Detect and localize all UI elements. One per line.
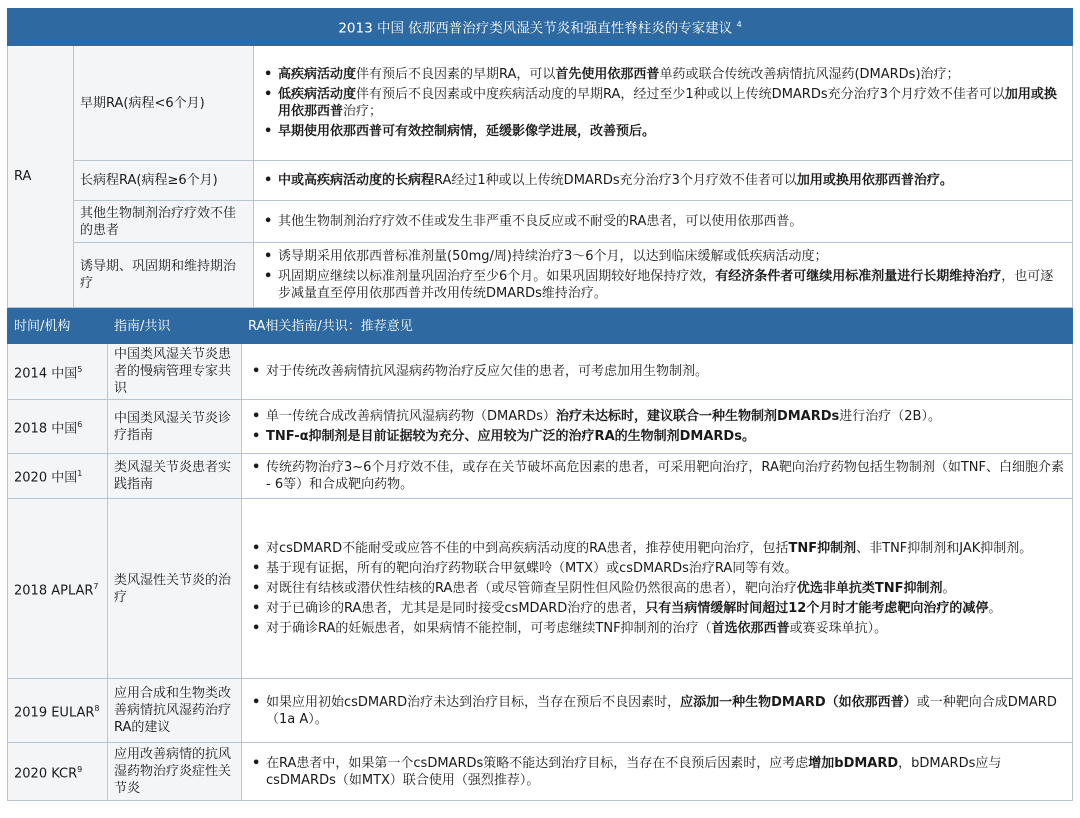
guideline-tables xyxy=(7,8,1073,801)
table-row xyxy=(8,679,1073,743)
table-row xyxy=(8,400,1073,454)
time-cell: 2018 中国$^6$ xyxy=(8,400,108,454)
bullet-list xyxy=(248,755,1066,789)
list-item: • 中或高疾病活动度的长病程RA经过1种或以上传统DMARDs充分治疗3个月疗效不佳者可以加用或换用依那西普治疗。 xyxy=(260,172,1066,189)
list-item: • 巩固期应继续以标准剂量巩固治疗至少6个月。如果巩固期较好地保持疗效，有经济条件者可继续用标准剂量进行长期维持治疗，也可逐步减量直至停用依那西普并改用传统DMARDs维持治疗。 xyxy=(260,268,1066,302)
bullet-list xyxy=(248,363,1066,380)
guide-cell: 中国类风湿关节炎诊疗指南 xyxy=(108,400,242,454)
time-cell: 2020 KCR$^9$ xyxy=(8,743,108,801)
recommendation-cell xyxy=(242,679,1073,743)
recommendation-cell xyxy=(242,454,1073,499)
recommendation-cell xyxy=(242,743,1073,801)
list-item: • 对于已确诊的RA患者，尤其是是同时接受csMDARD治疗的患者，只有当病情缓解时间超过12个月时才能考虑靶向治疗的减停。 xyxy=(248,600,1066,617)
recommendation-cell xyxy=(254,46,1073,161)
list-item: • 单一传统合成改善病情抗风湿病药物（DMARDs）治疗未达标时，建议联合一种生物制剂DMARDs进行治疗（2B）。 xyxy=(248,408,1066,425)
recommendation-cell xyxy=(242,344,1073,400)
bullet-list xyxy=(260,213,1066,230)
table-guidelines xyxy=(7,308,1073,801)
guide-cell: 类风湿关节炎患者实践指南 xyxy=(108,454,242,499)
recommendation-cell xyxy=(242,499,1073,679)
recommendation-cell xyxy=(254,161,1073,201)
time-cell: 2019 EULAR$^8$ xyxy=(8,679,108,743)
row-label: 诱导期、巩固期和维持期治疗 xyxy=(74,243,254,308)
row-label: 早期RA(病程<6个月) xyxy=(74,46,254,161)
bullet-list xyxy=(260,248,1066,302)
header-guide: 指南/共识 xyxy=(108,309,242,344)
bullet-list xyxy=(248,459,1066,493)
header-time: 时间/机构 xyxy=(8,309,108,344)
ra-group-label: RA xyxy=(8,46,74,308)
list-item: • 在RA患者中，如果第一个csDMARDs策略不能达到治疗目标，当存在不良预后因素时，应考虑增加bDMARD，bDMARDs应与csDMARDs（如MTX）联合使用（强烈推荐）。 xyxy=(248,755,1066,789)
recommendation-cell xyxy=(242,400,1073,454)
list-item: • 基于现有证据，所有的靶向治疗药物联合甲氨蝶呤（MTX）或csDMARDs治疗RA同等有效。 xyxy=(248,560,1066,577)
list-item: • 对csDMARD不能耐受或应答不佳的中到高疾病活动度的RA患者，推荐使用靶向治疗，包括TNF抑制剂、非TNF抑制剂和JAK抑制剂。 xyxy=(248,540,1066,557)
guide-cell: 类风湿性关节炎的治疗 xyxy=(108,499,242,679)
list-item: • 对于传统改善病情抗风湿病药物治疗反应欠佳的患者，可考虑加用生物制剂。 xyxy=(248,363,1066,380)
time-cell: 2014 中国$^5$ xyxy=(8,344,108,400)
list-item: • 如果应用初始csDMARD治疗未达到治疗目标，当存在预后不良因素时，应添加一种生物DMARD（如依那西普）或一种靶向合成DMARD（1a A）。 xyxy=(248,694,1066,728)
guide-cell: 中国类风湿关节炎患者的慢病管理专家共识 xyxy=(108,344,242,400)
table-row xyxy=(8,743,1073,801)
table-row xyxy=(8,454,1073,499)
bullet-list xyxy=(248,694,1066,728)
list-item: • TNF-α抑制剂是目前证据较为充分、应用较为广泛的治疗RA的生物制剂DMARDs。 xyxy=(248,428,1066,445)
guide-cell: 应用合成和生物类改善病情抗风湿药治疗RA的建议 xyxy=(108,679,242,743)
time-cell: 2018 APLAR$^7$ xyxy=(8,499,108,679)
table-row xyxy=(8,344,1073,400)
list-item: • 传统药物治疗3~6个月疗效不佳，或存在关节破坏高危因素的患者，可采用靶向治疗，RA靶向治疗药物包括生物制剂（如TNF、白细胞介素 - 6等）和合成靶向药物。 xyxy=(248,459,1066,493)
list-item: • 低疾病活动度伴有预后不良因素或中度疾病活动度的早期RA，经过至少1种或以上传统DMARDs充分治疗3个月疗效不佳者可以加用或换用依那西普治疗； xyxy=(260,86,1066,120)
row-label: 长病程RA(病程≥6个月) xyxy=(74,161,254,201)
list-item: • 其他生物制剂治疗疗效不佳或发生非严重不良反应或不耐受的RA患者，可以使用依那西普。 xyxy=(260,213,1066,230)
bullet-list xyxy=(248,540,1066,637)
bullet-list xyxy=(260,66,1066,140)
guide-cell: 应用改善病情的抗风湿药物治疗炎症性关节炎 xyxy=(108,743,242,801)
table-row xyxy=(8,499,1073,679)
time-cell: 2020 中国$^1$ xyxy=(8,454,108,499)
bullet-list xyxy=(260,172,1066,189)
row-label: 其他生物制剂治疗疗效不佳的患者 xyxy=(74,201,254,243)
list-item: • 高疾病活动度伴有预后不良因素的早期RA，可以首先使用依那西普单药或联合传统改善病情抗风湿药(DMARDs)治疗； xyxy=(260,66,1066,83)
header-recommendation: RA相关指南/共识：推荐意见 xyxy=(242,309,1073,344)
bullet-list xyxy=(248,408,1066,445)
table-2013-consensus xyxy=(7,8,1073,308)
recommendation-cell xyxy=(254,243,1073,308)
recommendation-cell xyxy=(254,201,1073,243)
list-item: • 对既往有结核或潜伏性结核的RA患者（或尽管筛查呈阴性但风险仍然很高的患者），靶向治疗优选非单抗类TNF抑制剂。 xyxy=(248,580,1066,597)
list-item: • 诱导期采用依那西普标准剂量(50mg/周)持续治疗3～6个月，以达到临床缓解或低疾病活动度； xyxy=(260,248,1066,265)
list-item: • 对于确诊RA的妊娠患者，如果病情不能控制，可考虑继续TNF抑制剂的治疗（首选依那西普或赛妥珠单抗）。 xyxy=(248,620,1066,637)
table-title: 2013 中国 依那西普治疗类风湿关节炎和强直性脊柱炎的专家建议 $^4$ xyxy=(8,9,1073,46)
list-item: • 早期使用依那西普可有效控制病情，延缓影像学进展，改善预后。 xyxy=(260,123,1066,140)
